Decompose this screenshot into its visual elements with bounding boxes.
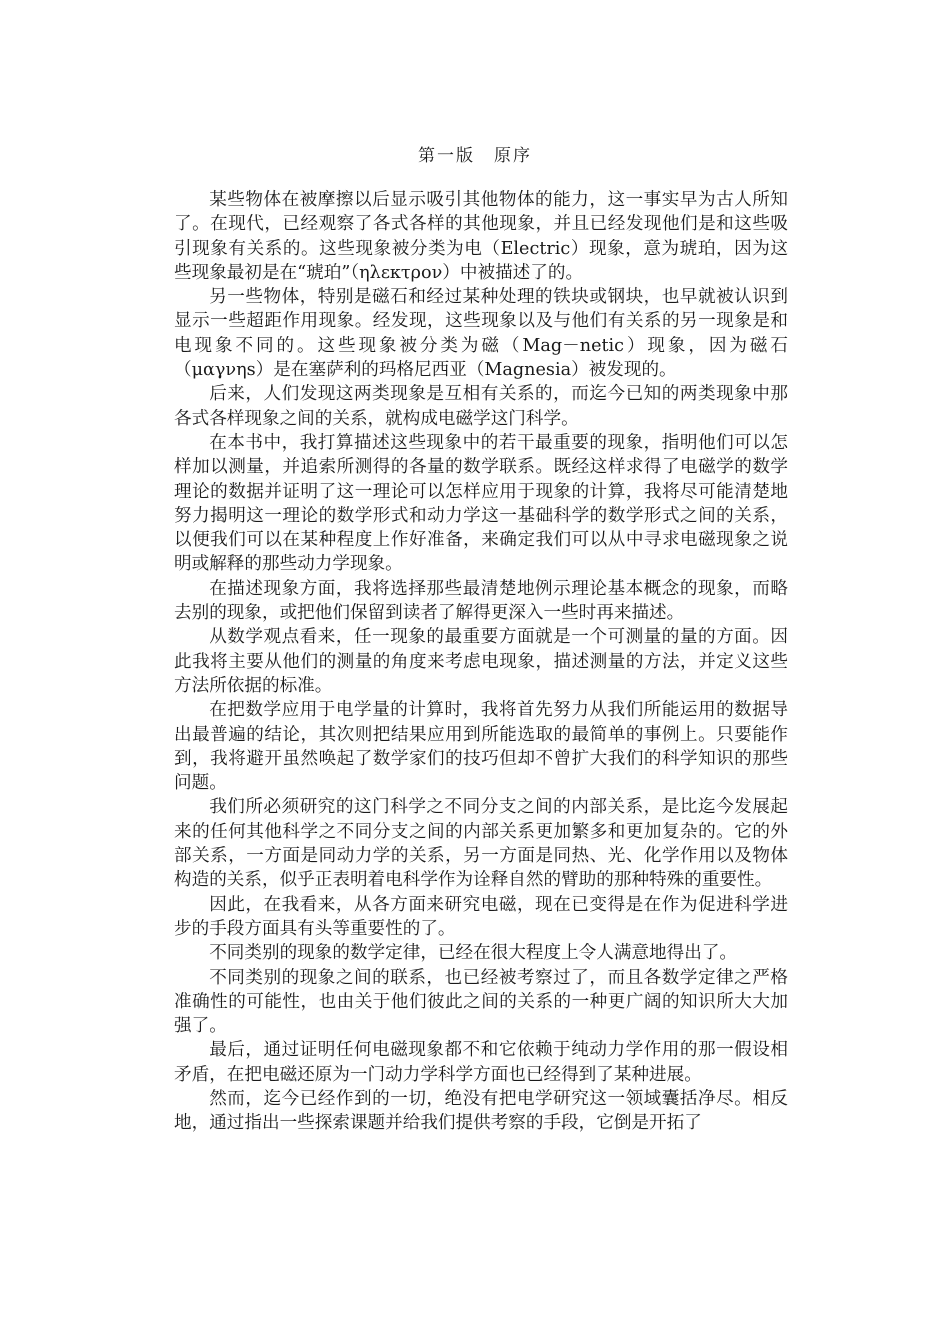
paragraph-4: 在本书中，我打算描述这些现象中的若干最重要的现象，指明他们可以怎样加以测量，并追索所测得的各量的数学联系。既经这样求得了电磁学的数学理论的数据并证明了这一理论可以怎样应用于现象的计算，我将尽可能清楚地努力揭明这一理论的数学形式和动力学这一基础科学的数学形式之间的关系，以便我们可以在某种程度上作好准备，来确定我们可以从中寻求电磁现象之说明或解释的那些动力学现象。 <box>174 432 788 575</box>
paragraph-6: 从数学观点看来，任一现象的最重要方面就是一个可测量的量的方面。因此我将主要从他们的测量的角度来考虑电现象，描述测量的方法，并定义这些方法所依据的标准。 <box>174 627 788 696</box>
paragraph-9: 因此，在我看来，从各方面来研究电磁，现在已变得是在作为促进科学进步的手段方面具有头等重要性的了。 <box>174 894 788 939</box>
paragraph-12: 最后，通过证明任何电磁现象都不和它依赖于纯动力学作用的那一假设相矛盾，在把电磁还原为一门动力学科学方面也已经得到了某种进展。 <box>174 1040 788 1085</box>
paragraph-3: 后来，人们发现这两类现象是互相有关系的，而迄今已知的两类现象中那各式各样现象之间的关系，就构成电磁学这门科学。 <box>174 384 788 429</box>
paragraph-1: 某些物体在被摩擦以后显示吸引其他物体的能力，这一事实早为古人所知了。在现代，已经观察了各式各样的其他现象，并且已经发现他们是和这些吸引现象有关系的。这些现象被分类为电（Electric）现象，意为琥珀，因为这些现象最初是在“琥珀”（ηλεκτρον）中被描述了的。 <box>174 190 788 283</box>
paragraph-10: 不同类别的现象的数学定律，已经在很大程度上令人满意地得出了。 <box>209 943 738 964</box>
paragraph-13: 然而，迄今已经作到的一切，绝没有把电学研究这一领域囊括净尽。相反地，通过指出一些探索课题并给我们提供考察的手段，它倒是开拓了 <box>174 1088 788 1134</box>
paragraph-8: 我们所必须研究的这门科学之不同分支之间的内部关系，是比迄今发展起来的任何其他科学之不同分支之间的内部关系更加繁多和更加复杂的。它的外部关系，一方面是同动力学的关系，另一方面是同热、光、化学作用以及物体构造的关系，似乎正表明着电科学作为诠释自然的臂助的那种特殊的重要性。 <box>174 797 788 891</box>
paragraph-11: 不同类别的现象之间的联系，也已经被考察过了，而且各数学定律之严格准确性的可能性，也由关于他们彼此之间的关系的一种更广阔的知识所大大加强了。 <box>174 967 788 1037</box>
page-title: 第一版 原序 <box>418 146 532 166</box>
paragraph-7: 在把数学应用于电学量的计算时，我将首先努力从我们所能运用的数据导出最普遍的结论，其次则把结果应用到所能选取的最简单的事例上。只要能作到，我将避开虽然唤起了数学家们的技巧但却不曾扩大我们的科学知识的那些问题。 <box>174 700 788 794</box>
paragraph-5: 在描述现象方面，我将选择那些最清楚地例示理论基本概念的现象，而略去别的现象，或把他们保留到读者了解得更深入一些时再来描述。 <box>174 578 788 624</box>
paragraph-2: 另一些物体，特别是磁石和经过某种处理的铁块或钢块，也早就被认识到显示一些超距作用现象。经发现，这些现象以及与他们有关系的另一现象是和电现象不同的。这些现象被分类为磁（Mag－netic）现象，因为磁石（μαγνηs）是在塞萨利的玛格尼西亚（Magnesia）被发现的。 <box>174 287 788 381</box>
preface-body <box>174 188 788 1136</box>
